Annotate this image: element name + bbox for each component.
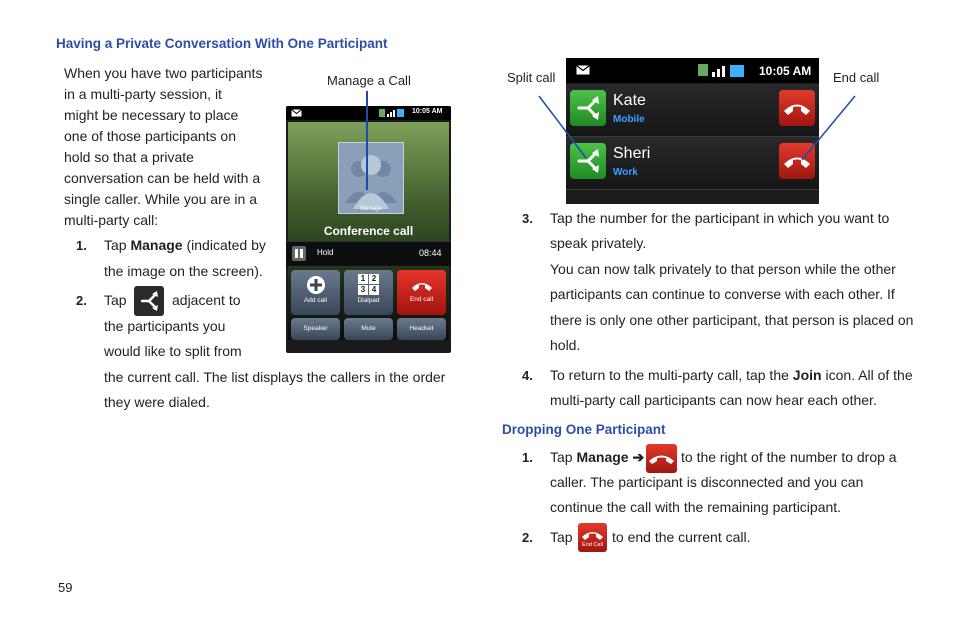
manage-participants-screenshot <box>566 58 819 204</box>
status-bar <box>286 106 451 120</box>
step4-line1 <box>550 367 913 383</box>
status-time: 10:05 AM <box>759 64 812 78</box>
intro-line: single caller. While you are in a <box>64 191 257 207</box>
end-call-button[interactable] <box>779 90 815 126</box>
add-icon <box>306 275 326 295</box>
signal-icon <box>698 63 752 78</box>
step-text: to the right of the number to drop a <box>681 449 897 465</box>
step-text: they were dialed. <box>104 394 210 410</box>
call-title: Conference call <box>323 224 414 238</box>
intro-line: one of those participants on <box>64 128 237 144</box>
participant-name: Sheri <box>613 145 651 162</box>
intro-line: hold so that a private <box>64 149 194 165</box>
step-text: participants can continue to converse with each other. If <box>550 286 895 303</box>
split-call-icon <box>134 286 164 316</box>
step-number: 2. <box>522 530 533 545</box>
step-text: continue the call with the remaining participant. <box>550 499 842 515</box>
step-text: Tap <box>104 292 127 308</box>
intro-line: When you have two participants <box>64 65 263 81</box>
step-text: multi-party call participants can now hear each other. <box>550 392 877 408</box>
dialpad-digit: 2 <box>369 274 379 284</box>
add-call-label: Add call <box>303 297 328 304</box>
participant-number-type: Work <box>613 167 638 178</box>
hold-button[interactable] <box>292 246 306 261</box>
end-call-button-icon <box>578 523 607 552</box>
manage-keyword: Manage <box>130 237 183 253</box>
handset-icon <box>410 278 434 294</box>
split-call-caption: Split call <box>507 70 556 85</box>
step-text: Tap <box>550 449 577 465</box>
dialpad-digit: 3 <box>358 285 368 295</box>
step1-line1 <box>104 237 266 253</box>
end-call-button[interactable] <box>779 143 815 179</box>
step-text: hold. <box>550 337 581 354</box>
split-call-icon <box>570 90 606 126</box>
step3-text <box>550 206 913 358</box>
manage-call-caption: Manage a Call <box>327 73 411 88</box>
intro-paragraph <box>64 63 262 231</box>
section-heading-private-conversation: Having a Private Conversation With One Participant <box>56 36 388 51</box>
intro-line: conversation can be held with a <box>64 170 261 186</box>
step-number: 2. <box>76 293 87 308</box>
step-number: 4. <box>522 368 533 383</box>
step-text: Tap <box>104 237 131 253</box>
handset-icon <box>578 524 607 542</box>
step-text: the current call. The list displays the callers in the order <box>104 369 446 385</box>
split-call-button[interactable] <box>570 143 606 179</box>
end-call-label: End call <box>409 296 434 303</box>
intro-line: multi-party call: <box>64 212 159 228</box>
step-number: 3. <box>522 211 533 226</box>
end-call-button[interactable] <box>397 270 446 315</box>
step-text: speak privately. <box>550 235 647 252</box>
step-text: icon. All of the <box>821 367 913 383</box>
conference-avatar[interactable] <box>338 142 404 214</box>
participant-number-type: Mobile <box>613 114 645 125</box>
step-text: Tap the number for the participant in which you want to <box>550 210 890 226</box>
dialpad-icon <box>344 274 393 295</box>
end-call-caption: End call <box>833 70 880 85</box>
step-number: 1. <box>76 238 87 253</box>
step-text: would like to split from <box>104 343 242 359</box>
status-bar <box>566 58 819 83</box>
step-text: to end the current call. <box>612 529 751 545</box>
dialpad-label: Dialpad <box>357 297 380 304</box>
section-heading-dropping: Dropping One Participant <box>502 422 666 437</box>
manage-keyword: Manage ➔ <box>576 449 645 465</box>
intro-line: in a multi-party session, it <box>64 86 222 102</box>
headset-button[interactable]: Headset <box>397 318 446 340</box>
step-text: Tap <box>550 529 573 545</box>
speaker-button[interactable]: Speaker <box>291 318 340 340</box>
avatar-label: Manage <box>360 206 382 212</box>
participant-row[interactable] <box>566 84 819 137</box>
split-call-button[interactable] <box>570 90 606 126</box>
step-text: You can now talk privately to that person while the other <box>550 260 896 277</box>
split-call-icon <box>570 143 606 179</box>
step-text: To return to the multi-party call, tap the <box>550 367 793 383</box>
dialpad-button[interactable] <box>344 270 393 315</box>
step-text: adjacent to <box>172 292 241 308</box>
people-icon <box>339 143 403 213</box>
hold-bar <box>286 241 451 266</box>
mute-button[interactable]: Mute <box>344 318 393 340</box>
intro-line: might be necessary to place <box>64 107 239 123</box>
end-call-red-icon <box>646 444 677 473</box>
step-number: 1. <box>522 450 533 465</box>
join-keyword: Join <box>792 367 822 383</box>
participant-row[interactable] <box>566 137 819 190</box>
participant-name: Kate <box>613 92 646 109</box>
status-time: 10:05 AM <box>412 108 443 115</box>
handset-icon <box>779 90 815 126</box>
end-call-icon-label: End Call <box>582 542 603 548</box>
dialpad-digit: 1 <box>358 274 368 284</box>
drop1-line1 <box>550 449 644 466</box>
call-timer: 08:44 <box>419 248 442 258</box>
step1-line2: the image on the screen). <box>104 263 263 279</box>
step-text: (indicated by <box>182 237 266 253</box>
handset-icon <box>779 143 815 179</box>
conference-call-screenshot <box>286 106 451 353</box>
step-text: the participants you <box>104 318 226 334</box>
dialpad-digit: 4 <box>369 285 379 295</box>
step-text: there is only one other participant, that person is placed on <box>550 311 914 328</box>
mail-icon <box>291 109 302 117</box>
page-number: 59 <box>58 580 73 595</box>
signal-icon <box>379 108 405 118</box>
mail-icon <box>576 65 590 75</box>
hold-label: Hold <box>317 248 334 257</box>
add-call-button[interactable] <box>291 270 340 315</box>
step-text: caller. The participant is disconnected and you can <box>550 474 864 490</box>
